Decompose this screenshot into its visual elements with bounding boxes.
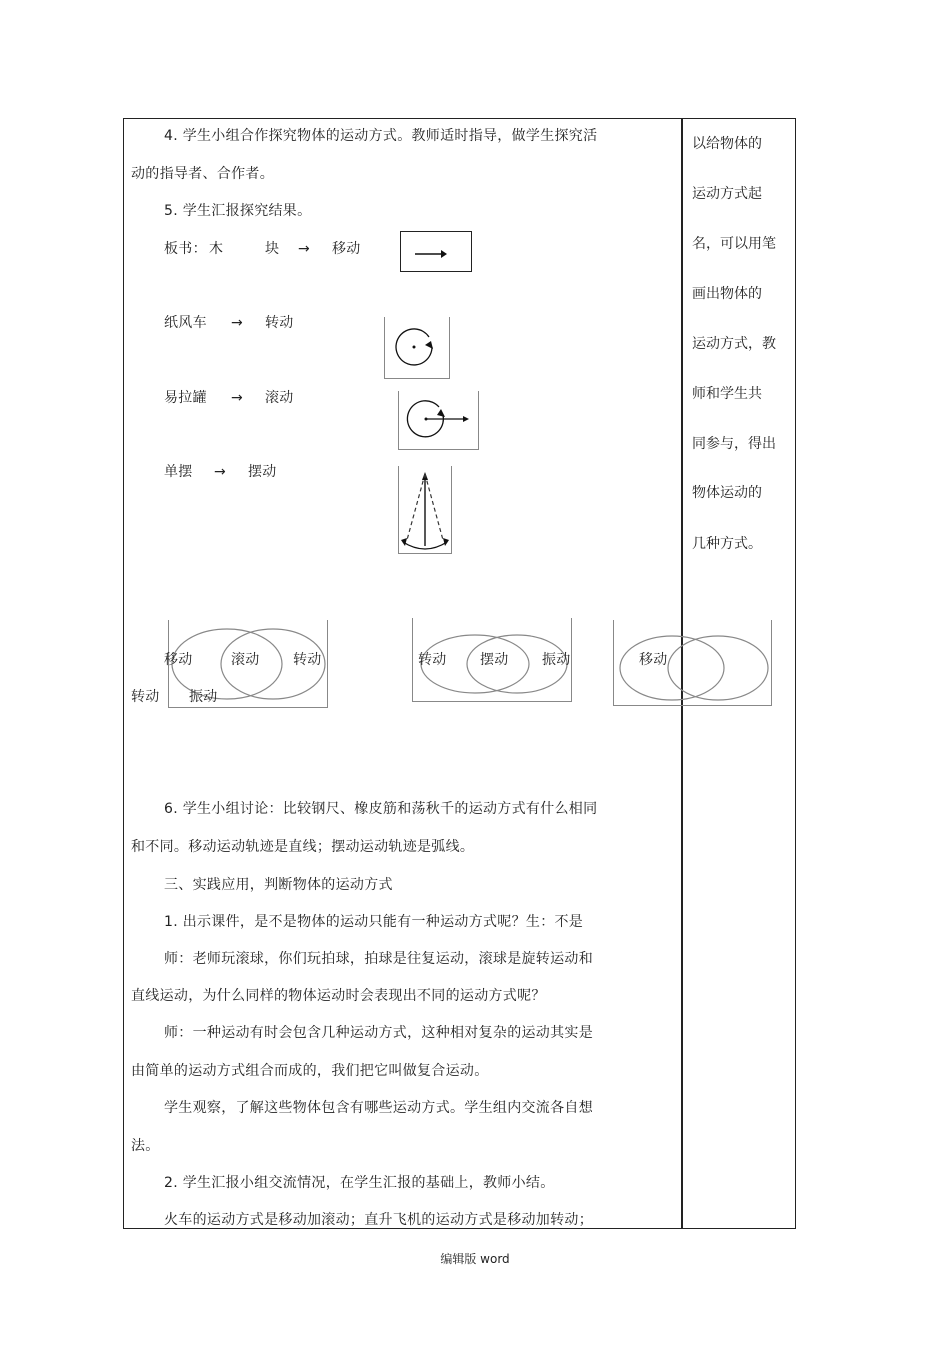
venn2-left-label: 转动 [418,652,447,668]
board-label: 板书： [164,241,207,257]
teacher-1-line1: 师：老师玩滚球，你们玩拍球，拍球是往复运动，滚球是旋转运动和 [164,951,593,967]
side-note-line: 同参与，得出 [692,436,776,452]
translation-diagram-box [400,231,472,272]
side-note-line: 运动方式，教 [692,336,776,352]
summary-line: 火车的运动方式是移动加滚动；直升飞机的运动方式是移动加转动； [164,1212,593,1228]
venn1-right-label: 转动 [293,652,322,668]
row2-object: 纸风车 [164,315,207,331]
paragraph-6-line2: 和不同。移动运动轨迹是直线；摆动运动轨迹是弧线。 [131,839,475,855]
row2-arrow: → [231,315,244,331]
venn-circles-3 [614,620,773,706]
side-note-line: 运动方式起 [692,186,762,202]
row4-object: 单摆 [164,464,193,480]
side-note-line: 师和学生共 [692,386,762,402]
side-note-line: 以给物体的 [692,136,762,152]
row1-object-b: 块 [265,241,280,257]
page-footer: 编辑版 word [440,1252,510,1266]
section-3-heading: 三、实践应用，判断物体的运动方式 [164,877,393,893]
paragraph-6-line1: 6. 学生小组讨论：比较钢尺、橡皮筋和荡秋千的运动方式有什么相同 [164,801,598,817]
teacher-2-line2: 由简单的运动方式组合而成的，我们把它叫做复合运动。 [131,1063,489,1079]
pendulum-diagram-box [398,466,452,554]
paragraph-5: 5. 学生汇报探究结果。 [164,203,312,219]
side-note-line: 画出物体的 [692,286,762,302]
question-2: 2. 学生汇报小组交流情况，在学生汇报的基础上，教师小结。 [164,1175,555,1191]
question-1: 1. 出示课件，是不是物体的运动只能有一种运动方式呢？生：不是 [164,914,584,930]
venn2-mid-label: 摆动 [480,652,509,668]
row1-arrow: → [298,241,311,257]
row3-arrow: → [231,390,244,406]
row3-motion: 滚动 [265,390,294,406]
rotation-diagram-box [384,317,450,379]
row1-motion: 移动 [332,241,361,257]
paragraph-4-line2: 动的指导者、合作者。 [131,166,274,182]
venn2-right-label: 振动 [542,652,571,668]
rolling-diagram-box [398,391,479,450]
venn1-mid-label: 滚动 [231,652,260,668]
rolling-icon [399,391,480,450]
observe-line1: 学生观察，了解这些物体包含有哪些运动方式。学生组内交流各自想 [164,1100,593,1116]
pendulum-icon [399,466,453,554]
venn3-left-label: 移动 [639,652,668,668]
row1-object-a: 木 [209,241,224,257]
row3-object: 易拉罐 [164,390,207,406]
venn3-right-label-a: 转动 [131,689,160,705]
venn-diagram-3 [613,620,772,706]
rotation-icon [385,317,451,379]
row4-arrow: → [214,464,227,480]
paragraph-4-line1: 4. 学生小组合作探究物体的运动方式。教师适时指导，做学生探究活 [164,128,598,144]
side-note-line: 几种方式。 [692,536,762,552]
row2-motion: 转动 [265,315,294,331]
side-note-line: 物体运动的 [692,485,762,501]
teacher-2-line1: 师：一种运动有时会包含几种运动方式，这种相对复杂的运动其实是 [164,1025,593,1041]
teacher-1-line2: 直线运动，为什么同样的物体运动时会表现出不同的运动方式呢？ [131,988,546,1004]
right-arrow-icon [401,232,473,273]
side-note-line: 名，可以用笔 [692,236,776,252]
observe-line2: 法。 [131,1138,160,1154]
venn1-left-label: 移动 [164,652,193,668]
row4-motion: 摆动 [248,464,277,480]
venn3-right-label-b: 振动 [189,689,218,705]
